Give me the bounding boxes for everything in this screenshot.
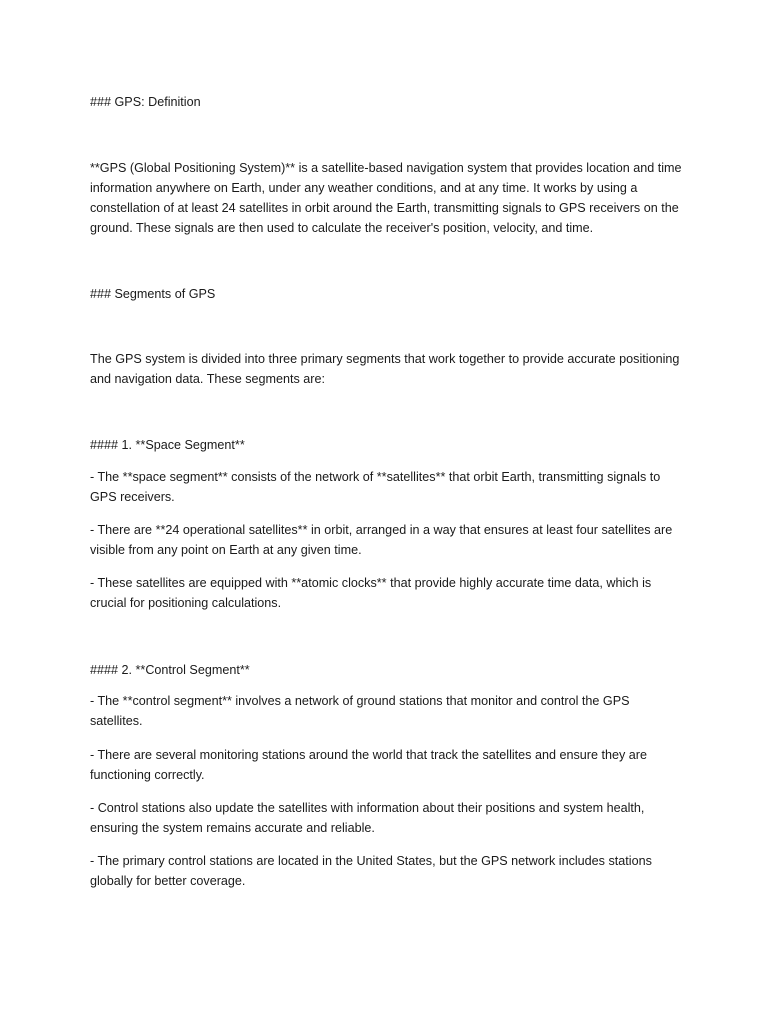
- heading-segments-of-gps: ### Segments of GPS: [90, 287, 216, 301]
- definition-paragraph: **GPS (Global Positioning System)** is a satellite-based navigation system that provides location and time information anywhere on Earth, under any weather conditions, and at any time. It works by using a constellation of at least 24 satellites in orbit around the Earth, transmitting signals to GPS receivers on the ground. These signals are then used to calculate the receiver's position, velocity, and time.: [90, 161, 682, 235]
- control-segment-item: - The **control segment** involves a network of ground stations that monitor and control the GPS satellites.: [90, 694, 630, 728]
- heading-space-segment: #### 1. **Space Segment**: [90, 438, 245, 452]
- space-segment-item: - The **space segment** consists of the network of **satellites** that orbit Earth, transmitting signals to GPS receivers.: [90, 470, 661, 504]
- space-segment-item: - There are **24 operational satellites** in orbit, arranged in a way that ensures at least four satellites are visible from any point on Earth at any given time.: [90, 523, 673, 557]
- space-segment-item: - These satellites are equipped with **atomic clocks** that provide highly accurate time data, which is crucial for positioning calculations.: [90, 576, 652, 610]
- heading-gps-definition: ### GPS: Definition: [90, 95, 201, 109]
- control-segment-item: - There are several monitoring stations around the world that track the satellites and ensure they are functioning correctly.: [90, 748, 647, 782]
- control-segment-item: - The primary control stations are located in the United States, but the GPS network includes stations globally for better coverage.: [90, 854, 652, 888]
- segments-intro-paragraph: The GPS system is divided into three primary segments that work together to provide accurate positioning and navigation data. These segments are:: [90, 352, 680, 386]
- heading-control-segment: #### 2. **Control Segment**: [90, 663, 250, 677]
- control-segment-item: - Control stations also update the satellites with information about their positions and system health, ensuring the system remains accurate and reliable.: [90, 801, 645, 835]
